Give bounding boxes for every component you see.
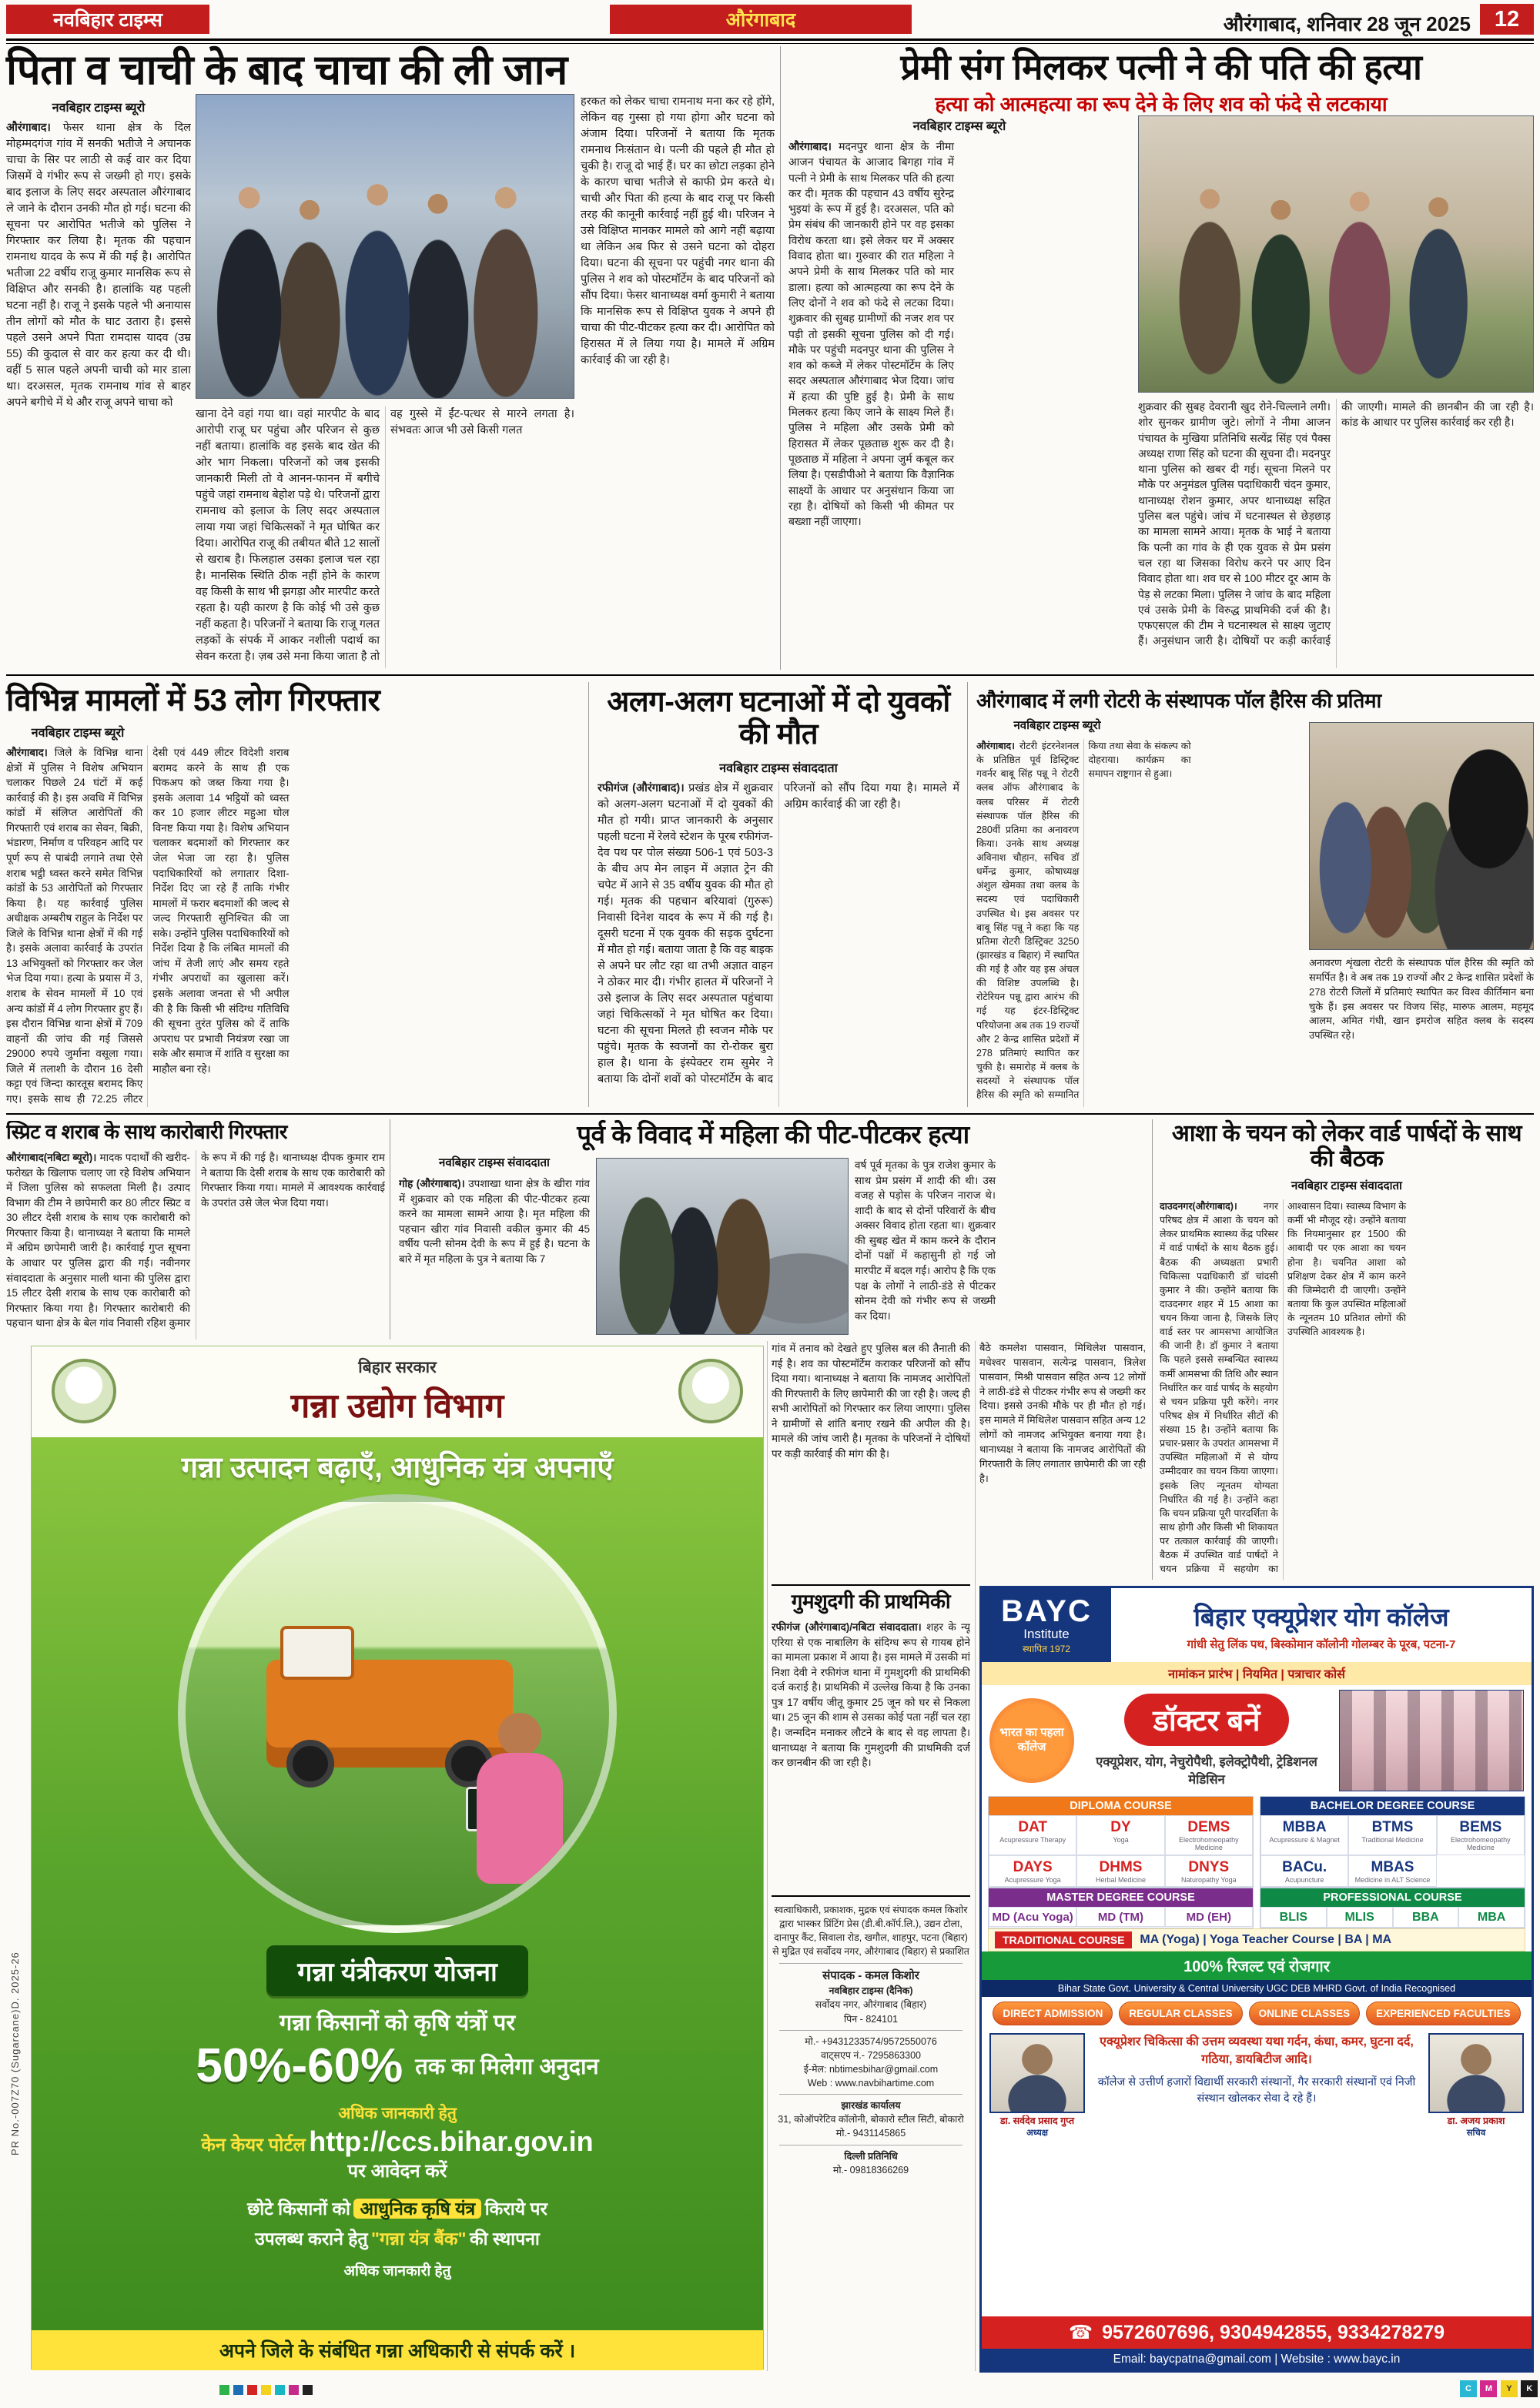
asha-dateline: दाउदनगर(औरंगाबाद)। bbox=[1160, 1201, 1237, 1212]
bayc-college-address: गांधी सेतु लिंक पथ, बिस्कोमान कॉलोनी गोलम्बर के पूरब, पटना-7 bbox=[1187, 1637, 1456, 1651]
master-panel bbox=[988, 1888, 1254, 1928]
arrests-byline: नवबिहार टाइम्स ब्यूरो bbox=[31, 727, 125, 740]
course-cell: MBA bbox=[1458, 1907, 1525, 1928]
imprint-pin: पिन - 824101 bbox=[843, 2013, 899, 2025]
arrests-headline: विभिन्न मामलों में 53 लोग गिरफ्तार bbox=[6, 684, 380, 717]
bayc-course-panels-2 bbox=[982, 1888, 1532, 1928]
sugarcane-dept-logo-icon bbox=[678, 1359, 743, 1423]
scheme-name-pill: गन्ना यंत्रीकरण योजना bbox=[266, 1945, 528, 1996]
arrests-dateline: औरंगाबाद। bbox=[6, 747, 48, 758]
bachelor-grid bbox=[1260, 1815, 1525, 1887]
masthead-edition-city bbox=[610, 5, 912, 34]
asha-headline: आशा के चयन को लेकर वार्ड पार्षदों के साथ की बैठक bbox=[1171, 1121, 1522, 1172]
doctor-bane-pill: डॉक्टर बनें bbox=[1124, 1694, 1290, 1746]
bank-pre: छोटे किसानों को bbox=[247, 2199, 351, 2219]
sugarcane-ad-header bbox=[32, 1346, 763, 1437]
harvester-cab bbox=[280, 1626, 354, 1680]
course-cell: MLIS bbox=[1327, 1907, 1393, 1928]
online-classes-button[interactable]: ONLINE CLASSES bbox=[1249, 2002, 1361, 2025]
murder-photo bbox=[596, 1158, 849, 1335]
bayc-college-name: बिहार एक्यूप्रेशर योग कॉलेज bbox=[1194, 1602, 1449, 1631]
course-cell: MD (Acu Yoga) bbox=[989, 1907, 1076, 1927]
secretary-portrait-box bbox=[1428, 2033, 1524, 2139]
diploma-header: DIPLOMA COURSE bbox=[989, 1797, 1253, 1815]
subsidy-percent: 50%-60% bbox=[196, 2039, 403, 2092]
bayc-hero-row bbox=[982, 1685, 1532, 1796]
cmyk-registration-marks bbox=[1460, 2380, 1538, 2397]
lead-left-headline: पिता व चाची के बाद चाचा की ली जान bbox=[6, 47, 567, 93]
course-cell: MBAS Medicine in ALT Science bbox=[1348, 1855, 1436, 1887]
paper-name-text: नवबिहार टाइम्स bbox=[53, 9, 162, 31]
imprint-editor: संपादक - कमल किशोर bbox=[822, 1968, 919, 1982]
more-info-label: अधिक जानकारी हेतु bbox=[343, 2263, 451, 2280]
traditional-label: TRADITIONAL COURSE bbox=[995, 1931, 1132, 1948]
bayc-people-row bbox=[982, 2030, 1532, 2142]
lead-right-dateline: औरंगाबाद। bbox=[788, 140, 832, 152]
bihar-govt-emblem-icon bbox=[52, 1359, 116, 1423]
lead-right-photo bbox=[1138, 115, 1534, 393]
bank-line2-pre: उपलब्ध कराने हेतु bbox=[255, 2229, 368, 2249]
imprint-delhi-mobile[interactable]: मो.- 09818366269 bbox=[832, 2164, 909, 2176]
bayc-logo-sub: Institute bbox=[1023, 1626, 1070, 1641]
lead-left-col2-3: खाना देने वहां गया था। वहां मारपीट के बाद आरोपी राजू घर पहुंचा और परिजन से कुछ नहीं बताया। हालांकि वह इसके बाद खेत की ओर भाग निकला। परिजनों को जब इसकी जानकारी मिली तो वे आनन-फानन में बगीचे पहुंचे जहां रामनाथ बेहोश पड़े थे। परिजनों द्वारा रामनाथ को इलाज के लिए सदर अस्पताल लाया गया जहां चिकित्सकों ने मृत घोषित कर दिया। आरोपित राजू की तबीयत बीते 12 सालों से खराब है। फिलहाल उसका इलाज चल रहा है। मानसिक स्थिति ठीक नहीं होने के कारण वह किसी के साथ भी झगड़ा और मारपीट करते रहता है। यही कारण है कि कोई भी उसे कुछ नहीं कहता है। परिजनों ने बताया कि राजू गलत लड़कों के संपर्क में आकर नशीली पदार्थ का सेवन करता है। ज़ब उसे मना किया जाता है तो वह गुस्से में ईंट-पत्थर से मारने लगता है। संभवतः आज भी उसे किसी गलत bbox=[196, 408, 574, 664]
portal-block bbox=[201, 2102, 593, 2183]
harvester-photo bbox=[178, 1494, 617, 1933]
course-cell: BTMS Traditional Medicine bbox=[1348, 1815, 1436, 1855]
lead-right-byline: नवबिहार टाइम्स ब्यूरो bbox=[912, 120, 1006, 133]
murder-byline: नवबिहार टाइम्स संवाददाता bbox=[439, 1156, 550, 1169]
traditional-value: MA (Yoga) | Yoga Teacher Course | BA | MA bbox=[1140, 1933, 1392, 1947]
course-cell: MD (TM) bbox=[1076, 1907, 1164, 1927]
course-cell: MBBA Acupressure & Magnet bbox=[1260, 1815, 1348, 1855]
imprint-owner-line: स्वत्वाधिकारी, प्रकाशक, मुद्रक एवं संपादक कमल किशोर द्वारा भास्कर प्रिंटिंग प्रेस (डी.बी.कॉर्प.लि.), उद्यन टोला, दानापुर कैंट, सिवाला रोड, खगौल, शाहपुर, पटना (बिहार) से मुद्रित एवं सर्वोदय नगर, औरंगाबाद (बिहार) से प्रकाशित bbox=[772, 1905, 969, 1958]
lead-left-byline: नवबिहार टाइम्स ब्यूरो bbox=[52, 102, 146, 115]
section-rule-2 bbox=[6, 1113, 1534, 1115]
cmyk-mark-m: M bbox=[1480, 2380, 1497, 2397]
professional-grid bbox=[1260, 1907, 1525, 1928]
lead-right-headline: प्रेमी संग मिलकर पत्नी ने की पति की हत्या bbox=[900, 47, 1422, 87]
section-rule-1 bbox=[6, 674, 1534, 676]
rotary-side-note: अनावरण शृंखला रोटरी के संस्थापक पॉल हैरिस की स्मृति को समर्पित है। वे अब तक 19 राज्यों और 2 केन्द्र शासित प्रदेशों के 278 रोटरी जिलों में प्रतिमाएं स्थापित कर विश्व कीर्तिमान बना चुके हैं। इस अवसर पर विजय सिंह, मारुफ आलम, महमूद आलम, अमित गंधी, खान इमरोज सहित क्लब के सदस्य उपस्थित रहे। bbox=[1309, 957, 1534, 1042]
bachelor-header: BACHELOR DEGREE COURSE bbox=[1260, 1797, 1525, 1815]
imprint-whatsapp[interactable]: वाट्सएप नं.- 7295863300 bbox=[821, 2049, 921, 2061]
lead-left-dateline: औरंगाबाद। bbox=[6, 122, 51, 134]
murder-intro bbox=[399, 1176, 590, 1335]
experienced-faculties-button[interactable]: EXPERIENCED FACULTIES bbox=[1366, 2002, 1521, 2025]
divider-bottom-a bbox=[767, 1341, 768, 2371]
asha-byline: नवबिहार टाइम्स संवाददाता bbox=[1291, 1179, 1402, 1192]
course-cell: MD (EH) bbox=[1165, 1907, 1253, 1927]
course-cell: DY Yoga bbox=[1076, 1815, 1164, 1855]
course-cell: BBA bbox=[1393, 1907, 1459, 1928]
course-cell: BLIS bbox=[1260, 1907, 1327, 1928]
liquor-body-text: मादक पदार्थों की खरीद-फरोख्त के खिलाफ चलाए जा रहे विशेष अभियान में जिला पुलिस को सफलता मिली है। उत्पाद विभाग की टीम ने छापेमारी कर 80 लीटर स्प्रिट व 30 लीटर देसी शराब के साथ एक कारोबारी को गिरफ्तार किया है। थानाध्यक्ष ने बताया कि मामले में अग्रिम छापेमारी जारी है। कार्रवाई गुप्त सूचना के आधार पर पुलिस द्वारा की गई। नवीनगर संवाददाता के अनुसार माली थाना की पुलिस द्वारा 15 लीटर देसी शराब के साथ एक कारोबारी को गिरफ्तार किया गया है। गिरफ्तार कारोबारी की पहचान थाना क्षेत्र के बेल गांव निवासी रहिश कुमार के रूप में की गई है। थानाध्यक्ष दीपक कुमार राम ने बताया कि देसी शराब के साथ एक कारोबारी को गिरफ्तार किया गया। मामले में आवश्यक कार्रवाई के उपरांत उसे जेल भेज दिया गया। bbox=[6, 1152, 385, 1329]
deaths-body bbox=[598, 781, 959, 1107]
portal-action: पर आवेदन करें bbox=[347, 2161, 447, 2182]
missing-headline: गुमशुदगी की प्राथमिकी bbox=[791, 1590, 951, 1613]
course-cell: BEMS Electrohomeopathy Medicine bbox=[1437, 1815, 1525, 1855]
bank-line2-post: की स्थापना bbox=[469, 2229, 540, 2249]
bayc-classroom-photo bbox=[1339, 1690, 1524, 1791]
imprint-separator bbox=[779, 2094, 962, 2095]
alumni-line: कॉलेज से उत्तीर्ण हजारों विद्यार्थी सरकारी संस्थानों, गैर सरकारी संस्थानों एवं निजी संस्थान खोलकर सेवा दे रहे हैं। bbox=[1097, 2076, 1416, 2105]
missing-dateline: रफीगंज (औरंगाबाद)/नबिटा संवाददाता। bbox=[772, 1621, 922, 1633]
lead-left-col1 bbox=[6, 120, 191, 668]
rotary-byline: नवबिहार टाइम्स ब्यूरो bbox=[1013, 719, 1101, 732]
diploma-grid bbox=[989, 1815, 1253, 1887]
contact-strip: अपने जिले के संबंधित गन्ना अधिकारी से संपर्क करें । bbox=[32, 2330, 763, 2370]
cmyk-mark-y: Y bbox=[1501, 2380, 1518, 2397]
president-portrait-box bbox=[989, 2033, 1085, 2139]
murder-intro-text: उपशाखा थाना क्षेत्र के खीरा गांव में शुक्रवार को एक महिला की पीट-पीटकर हत्या करने का मामला सामने आया है। मृत महिला की पहचान खीरा गांव निवासी वकील कुमार की 45 वर्षीय पत्नी सोनम देवी के रूप में हुई है। घटना के बारे में मृत महिला के पुत्र ने बताया कि 7 bbox=[399, 1178, 590, 1265]
lead-right-subhead: हत्या को आत्महत्या का रूप देने के लिए शव को फंदे से लटकाया bbox=[935, 92, 1388, 115]
masthead-rule bbox=[6, 38, 1534, 44]
imprint-separator bbox=[779, 1963, 962, 1964]
bayc-logo bbox=[982, 1588, 1111, 1662]
course-cell: DEMS Electrohomeopathy Medicine bbox=[1165, 1815, 1253, 1855]
divider-row2-a bbox=[588, 682, 589, 1107]
bayc-title-wrap bbox=[1111, 1588, 1532, 1662]
imprint-separator bbox=[779, 2030, 962, 2031]
farmer-body bbox=[477, 1753, 563, 1884]
lead-left-col4: हरकत को लेकर चाचा रामनाथ मना कर रहे होंगे, लेकिन वह गुस्सा हो गया होगा और घटना को अंजाम दिया। परिजनों ने बताया कि मृतक रामनाथ निःसंतान थे। पत्नी की पहले ही मौत हो चुकी है। राजू दो भाई हैं। घर का छोटा लड़का होने के कारण चाचा भतीजे से काफी प्रेम करते थे। चाची और पिता की हत्या के बाद राजू पर किसी तरह की कानूनी कार्रवाई नहीं हुई थी। परिजन ने उसे विक्षिप्त मानकर मामले को आगे नहीं बढ़ाया था लेकिन अब फिर से उसने घटना को दोहरा दिया। घटना की सूचना पर पहुंची नगर थाना की पुलिस ने शव को पोस्टमॉर्टेम के बाद परिजनों को सौंप दिया। फेसर थानाध्यक्ष वर्मा कुमारी ने बताया कि मानसिक रूप से विक्षिप्त युवक ने अपने ही चाचा की पीट-पीटकर हत्या कर दी। आरोपित को हिरासत में ले लिया गया है। मामले में अग्रिम कार्रवाई की जा रही है। bbox=[581, 95, 775, 367]
divider-row2-b bbox=[967, 682, 968, 1107]
bayc-header bbox=[982, 1588, 1532, 1662]
course-cell: BACu. Acupuncture bbox=[1260, 1855, 1348, 1887]
print-color-dots bbox=[219, 2385, 316, 2399]
rotary-headline: औरंगाबाद में लगी रोटरी के संस्थापक पॉल हैरिस की प्रतिमा bbox=[976, 690, 1381, 712]
secretary-name: डा. अजय प्रकाश bbox=[1447, 2115, 1505, 2127]
bayc-course-panels bbox=[982, 1796, 1532, 1888]
regular-classes-button[interactable]: REGULAR CLASSES bbox=[1119, 2002, 1242, 2025]
portal-label: केन केयर पोर्टल bbox=[201, 2135, 306, 2155]
arrests-body bbox=[6, 745, 582, 1107]
liquor-dateline: औरंगाबाद(नबिटा ब्यूरो)। bbox=[6, 1152, 97, 1163]
recognition-band: Bihar State Govt. University & Central University UGC DEB MHRD Govt. of India Recognised bbox=[982, 1980, 1532, 1997]
rotary-photo bbox=[1309, 722, 1534, 950]
masthead-dateline: औरंगाबाद, शनिवार 28 जून 2025 bbox=[1223, 12, 1471, 35]
imprint-jharkhand-address: 31, कोऑपरेटिव कॉलोनी, बोकारो स्टील सिटी, बोकारो bbox=[778, 2114, 964, 2125]
deaths-dateline: रफीगंज (औरंगाबाद)। bbox=[598, 782, 685, 794]
liquor-headline: स्प्रिट व शराब के साथ कारोबारी गिरफ्तार bbox=[6, 1121, 287, 1143]
liquor-body bbox=[6, 1150, 385, 1339]
farmer-head bbox=[498, 1713, 541, 1756]
professional-panel bbox=[1260, 1888, 1525, 1928]
imprint-delhi-title: दिल्ली प्रतिनिधि bbox=[844, 2150, 898, 2162]
bank-mid: किराये पर bbox=[484, 2199, 547, 2219]
murder-dateline: गोह (औरंगाबाद)। bbox=[399, 1178, 465, 1189]
ad-pr-number: PR No.-007Z70 (Sugarcane)D. 2025-26 bbox=[9, 1951, 21, 2155]
course-cell: DHMS Herbal Medicine bbox=[1076, 1855, 1164, 1887]
govt-line: बिहार सरकार bbox=[358, 1359, 437, 1376]
imprint-jharkhand-title: झारखंड कार्यालय bbox=[841, 2100, 901, 2112]
bank-name: "गन्ना यंत्र बैंक" bbox=[371, 2229, 467, 2249]
direct-admission-button[interactable]: DIRECT ADMISSION bbox=[993, 2002, 1113, 2025]
murder-continuation: गांव में तनाव को देखते हुए पुलिस बल की तैनाती की गई है। शव का पोस्टमॉर्टेम कराकर परिजनों को सौंप दिया गया। थानाध्यक्ष ने बताया कि नामजद आरोपितों की गिरफ्तारी के लिए छापेमारी की जा रही है। जल्द ही सभी आरोपितों को गिरफ्तार कर लिया जाएगा। पुलिस ने ग्रामीणों से शांति बनाए रखने की अपील की है। मामले की जांच जारी है। मृतका के परिजनों ने दोषियों पर कड़ी कार्रवाई की मांग की है। bbox=[772, 1343, 970, 1460]
diploma-panel bbox=[988, 1796, 1254, 1888]
bayc-buttons-row bbox=[982, 1997, 1532, 2030]
rotary-body bbox=[976, 739, 1303, 1107]
divider-lead bbox=[780, 46, 781, 670]
arrests-body-text: जिले के विभिन्न थाना क्षेत्रों में पुलिस ने विशेष अभियान चलाकर पिछले 24 घंटों में कई कार्रवाई की है। इस अवधि में विभिन्न कांडों में संलिप्त आरोपितों की गिरफ्तारी एवं शराब का सेवन, बिक्री, भंडारण, निर्माण व परिवहन आदि पर पूर्ण रूप से पाबंदी लगाने तथा ऐसे शराब भट्ठी ध्वस्त करने समेत विभिन्न कांडों के 53 आरोपितों को गिरफ्तार किया है। यह कार्रवाई पुलिस अधीक्षक अम्बरीष राहुल के निर्देश पर जिले के विभिन्न थाना क्षेत्रों में की गई है। इसके अलावा कार्रवाई के उपरांत 13 अभियुक्तों को गिरफ्तार कर जेल भेज दिया गया। हत्या के प्रयास में 3, शराब के सेवन मामलों में 10 एवं अन्य कांडों में 4 लोग गिरफ्तार हुए हैं। इस दौरान विभिन्न थाना क्षेत्रों में 709 वाहनों की जांच की गई जिससे 29000 रुपये जुर्माना वसूला गया। जिले में तलाशी के दौरान 16 देसी कट्टा एवं जिन्दा कारतूस बरामद किए गए। इसके साथ ही 72.25 लीटर देसी एवं 449 लीटर विदेशी शराब बरामद करने के साथ ही एक पिकअप को जब्त किया गया है। इसके अलावा 14 भट्ठियों को ध्वस्त कर 10 हजार लीटर महुआ घोल विनष्ट किया गया है। विशेष अभियान चलाकर बदमाशों को गिरफ्तार कर जेल भेजा जा रहा है। पुलिस पदाधिकारियों को लगातार दिशा-निर्देश दिए जा रहे हैं ताकि गंभीर मामलों में फरार बदमाशों की जल्द से जल्द गिरफ्तारी सुनिश्चित की जा सके। उन्होंने पुलिस पदाधिकारियों को निर्देश दिया है कि लंबित मामलों की जांच में तेजी लाएं और समय रहते गंभीर अपराधों का खुलासा करें। इसके अलावा जनता से भी अपील की है कि किसी भी संदिग्ध गतिविधि की सूचना तुरंत पुलिस को दें ताकि अपराध पर प्रभावी नियंत्रण रखा जा सके और समाज में शांति व सुरक्षा का माहौल बना रहे। bbox=[6, 747, 290, 1105]
lead-right-cols-left bbox=[788, 139, 1130, 668]
missing-body-text: शहर के न्यू एरिया से एक नाबालिग के संदिग्ध रूप से गायब होने का मामला प्रकाश में आया है। इस मामले में उसकी मां निशा देवी ने रफीगंज थाना में गुमशुदगी की प्राथमिकी दर्ज कराई है। प्राथमिकी में उल्लेख किया है कि उनका पुत्र 17 वर्षीय जीतू कुमार 25 जून को घर से निकला था। 25 जून की शाम से उसका कोई पता नहीं चल रहा है। जन्मदिन मनाकर लौटने के बाद से वह लापता है। थानाध्यक्ष ने बताया कि गुमशुदगी की प्राथमिकी दर्ज कर छानबीन की जा रही है। bbox=[772, 1621, 970, 1769]
course-cell: DAT Acupressure Therapy bbox=[989, 1815, 1076, 1855]
imprint-address: सर्वोदय नगर, औरंगाबाद (बिहार) bbox=[815, 1999, 927, 2011]
master-grid bbox=[989, 1907, 1253, 1927]
secretary-role: सचिव bbox=[1466, 2129, 1486, 2139]
sugarcane-ad-body bbox=[32, 1437, 763, 2370]
divider-bottom-b bbox=[975, 1341, 976, 2371]
treatment-line: एक्यूप्रेशर चिकित्सा की उत्तम व्यवस्था यथा गर्दन, कंधा, कमर, घुटना दर्द, गठिया, डायबिटीज आदि। bbox=[1100, 2035, 1414, 2067]
deaths-byline: नवबिहार टाइम्स संवाददाता bbox=[719, 762, 838, 775]
imprint-web[interactable]: Web : www.navbihartime.com bbox=[807, 2078, 935, 2089]
deaths-body-text: प्रखंड क्षेत्र में शुक्रवार को अलग-अलग घटनाओं में दो युवकों की मौत हो गयी। प्राप्त जानकारी के अनुसार पहली घटना में रेलवे स्टेशन के पूरब रफीगंज-देव पथ पर पोल संख्या 506-1 एवं 503-3 के बीच अप मेन लाइन में अज्ञात ट्रेन की चपेट में आने से 35 वर्षीय युवक की मौत हो गई। मृतक की पहचान बरियावां (गुरुरू) निवासी दिनेश यादव के रूप में की गई है। दूसरी घटना में एक युवक की सड़क दुर्घटना में मौत हो गई। बताया जाता है कि वह बाइक से अपने घर लौट रहा था तभी अज्ञात वाहन ने ठोकर मार दी। गंभीर हालत में परिजनों ने उसे इलाज के लिए सदर अस्पताल पहुंचाया जहां चिकित्सकों ने मृत घोषित कर दिया। घटना की सूचना मिलते ही स्वजन मौके पर पहुंचे। मृतक के स्वजनों का रो-रोकर बुरा हाल है। थाना के इंस्पेक्टर राम सुमेर ने बताया कि दोनों शवों को पोस्टमॉर्टेम के बाद परिजनों को सौंप दिया गया है। मामले में अग्रिम कार्रवाई की जा रही है। bbox=[598, 782, 959, 1086]
rotary-dateline: औरंगाबाद। bbox=[976, 741, 1015, 751]
result-band: 100% रिजल्ट एवं रोजगार bbox=[982, 1951, 1532, 1980]
president-name: डा. सर्वदेव प्रसाद गुप्त bbox=[999, 2115, 1075, 2127]
bayc-mid-text bbox=[1093, 2033, 1421, 2107]
sugarcane-ad bbox=[31, 1346, 764, 2370]
asha-body bbox=[1160, 1199, 1534, 1580]
murder-witness-para: बैठे कमलेश पासवान, मिथिलेश पासवान, मधेश्वर पासवान, सत्येन्द्र पासवान, त्रिलेश पासवान, मिश्री पासवान सहित अन्य 12 लोगों ने लाठी-डंडे से पीटकर गंभीर रूप से जख्मी कर दिया। इससे उनकी मौके पर ही मौत हो गई। इस मामले में मिथिलेश पासवान सहित अन्य 12 लोगों को नामजद अभियुक्त बनाया गया है। थानाध्यक्ष ने बताया कि नामजद आरोपितों की गिरफ्तारी के लिए लगातार छापेमारी की जा रही है। bbox=[979, 1342, 1146, 1484]
lead-left-photo bbox=[196, 94, 574, 399]
dept-name: गन्ना उद्योग विभाग bbox=[290, 1387, 504, 1425]
master-header: MASTER DEGREE COURSE bbox=[989, 1888, 1253, 1907]
page-number bbox=[1480, 4, 1534, 35]
imprint-email[interactable]: ई-मेल: nbtimesbihar@gmail.com bbox=[803, 2063, 939, 2075]
bayc-phone-numbers[interactable]: 9572607696, 9304942855, 9334278279 bbox=[1102, 2321, 1445, 2343]
course-cell: DAYS Acupressure Yoga bbox=[989, 1855, 1076, 1887]
harvester-wheel bbox=[286, 1740, 334, 1788]
president-photo bbox=[989, 2033, 1085, 2113]
bayc-established: स्थापित 1972 bbox=[1023, 1643, 1070, 1654]
bayc-logo-text: BAYC bbox=[1001, 1594, 1092, 1628]
missing-rule bbox=[772, 1584, 970, 1586]
rotary-body-text: रोटरी इंटरनेशनल के प्रतिष्ठित पूर्व डिस्ट्रिक्ट गवर्नर बाबू सिंह पन्नू ने रोटरी क्लब ऑफ औरंगाबाद के क्लब परिसर में रोटरी संस्थापक पॉल हैरिस की 280वीं प्रतिमा का अनावरण किया। उनके साथ अध्यक्ष अविनाश चौहान, सचिव डॉ धर्मेन्द्र कुमार, कोषाध्यक्ष अंशुल खेमका तथा क्लब के सदस्य एवं पदाधिकारी उपस्थित थे। इस अवसर पर बाबू सिंह पन्नू ने कहा कि यह प्रतिमा रोटरी डिस्ट्रिक्ट 3250 (झारखंड व बिहार) में स्थापित की गई है और यह इस अंचल की विशिष्ट उपलब्धि है। रोटेरियन पन्नू द्वारा आरंभ की गई यह इंटर-डिस्ट्रिक्ट परियोजना अब तक 19 राज्यों और 2 केन्द्र शासित प्रदेशों में 278 प्रतिमाएं स्थापित कर चुकी है। समारोह में क्लब के सदस्यों ने संस्थापक पॉल हैरिस की स्मृति को सम्मानित किया तथा सेवा के संकल्प को दोहराया। कार्यक्रम का समापन राष्ट्रगान से हुआ। bbox=[976, 741, 1191, 1101]
secretary-photo bbox=[1428, 2033, 1524, 2113]
bachelor-panel bbox=[1260, 1796, 1525, 1888]
bayc-email-web-band[interactable]: Email: baycpatna@gmail.com | Website : www.bayc.in bbox=[982, 2349, 1532, 2370]
cmyk-mark-c: C bbox=[1460, 2380, 1477, 2397]
imprint-paper-name: नवबिहार टाइम्स (दैनिक) bbox=[829, 1985, 913, 1997]
lead-left-col1-text: फेसर थाना क्षेत्र के दिल मोहम्मदगंज गांव में सनकी भतीजे ने अचानक चाचा के सिर पर लाठी से कई वार कर दिया जिसमें वे गंभीर रूप से जख्मी हो गए। इसके बाद इलाज के लिए सदर अस्पताल औरंगाबाद ले जाने के दौरान उनकी मौत हो गई। घटना की सूचना पर आरोपित भतीजे को पुलिस ने गिरफ्तार कर लिया है। मृतक की पहचान रामनाथ यादव के रूप में की गई है। आरोपित भतीजा 22 वर्षीय राजू कुमार मानसिक रूप से विक्षिप्त और सनकी है। हालांकि यह पहली घटना नहीं है। राजू ने इसके पहले भी अनायास तीन लोगों को मौत के घाट उतारा है। इससे पहले उसने अपने पिता रामदास यादव (उम्र 55) की कुदाल से वार कर हत्या कर दी थी। वहीं 5 साल पहले अपनी चाची को मार डाला था। दरअसल, मृतक रामनाथ गांव से बाहर अपने बगीचे में थे और राजू अपने चाचा को bbox=[6, 122, 191, 410]
murder-after-photo: वर्ष पूर्व मृतका के पुत्र राजेश कुमार के साथ प्रेम प्रसंग में शादी की थी। उस वजह से पड़ोस के परिजन नाराज थे। शादी के बाद से दोनों परिवारों के बीच अक्सर विवाद होता रहता था। शुक्रवार की सुबह खेत में काम करने के दौरान दोनों पक्षों में कहासुनी हो गई जो मारपीट में बदल गई। आरोप है कि एक पक्ष के लोगों ने लाठी-डंडे से पीटकर सोनम देवी को गंभीर रूप से जख्मी कर दिया। bbox=[855, 1159, 996, 1322]
edition-city-text: औरंगाबाद bbox=[725, 9, 796, 31]
cmyk-mark-k: K bbox=[1521, 2380, 1538, 2397]
lead-right-cols-right: शुक्रवार की सुबह देवरानी खुद रोने-चिल्लाने लगी। शोर सुनकर ग्रामीण जुटे। लोगों ने नीमा आजन पंचायत के मुखिया प्रतिनिधि सत्येंद्र सिंह एवं पैक्स अध्यक्ष राणा सिंह को घटना की सूचना दी। मदनपुर थाना पुलिस को खबर दी गई। सूचना मिलने पर मौके पर अनुमंडल पुलिस पदाधिकारी चंदन कुमार, थानाध्यक्ष रोशन कुमार, अपर थानाध्यक्ष सहित पुलिस बल पहुंचे। जांच में घटनास्थल से छेड़छाड़ का मामला सामने आया। मृतक के भाई ने बताया कि पत्नी का गांव के ही एक युवक से प्रेम प्रसंग चल रहा था जिसका विरोध करने पर आए दिन विवाद होता था। शव घर से 100 मीटर दूर आम के पेड़ से लटका मिला। पुलिस ने जांच के बाद महिला एवं उसके प्रेमी के विरुद्ध प्राथमिकी दर्ज की है। एफएसएल की टीम ने घटनास्थल से साक्ष्य जुटाए हैं। अनुसंधान जारी है। दोषियों पर कड़ी कार्रवाई की जाएगी। मामले की छानबीन की जा रही है। कांड के आधार पर पुलिस कार्रवाई कर रही है। bbox=[1138, 400, 1534, 647]
subsidy-row bbox=[196, 2038, 598, 2093]
portal-url[interactable]: http://ccs.bihar.gov.in bbox=[309, 2125, 594, 2157]
imprint-mobile[interactable]: मो.- +9431233574/9572550076 bbox=[805, 2035, 937, 2047]
subsidy-rest: तक का मिलेगा अनुदान bbox=[415, 2055, 599, 2079]
page-number-text: 12 bbox=[1494, 6, 1520, 32]
bayc-ad bbox=[979, 1586, 1534, 2373]
course-cell: DNYS Naturopathy Yoga bbox=[1165, 1855, 1253, 1887]
imprint-box bbox=[772, 1895, 970, 2370]
phone-icon: ☎ bbox=[1068, 2322, 1093, 2343]
bayc-phone-band[interactable] bbox=[982, 2316, 1532, 2349]
deaths-headline: अलग-अलग घटनाओं में दो युवकों की मौत bbox=[607, 686, 950, 751]
bayc-hero-center bbox=[1082, 1694, 1331, 1788]
subsidy-line: गन्ना किसानों को कृषि यंत्रों पर bbox=[279, 2011, 516, 2035]
masthead-paper-name bbox=[6, 5, 209, 34]
divider-row3-b bbox=[1152, 1119, 1153, 1580]
first-college-badge: भारत का पहला कॉलेज bbox=[989, 1698, 1074, 1783]
farmer-figure bbox=[466, 1713, 574, 1905]
traditional-course-row bbox=[988, 1928, 1525, 1951]
bank-highlight: आधुनिक कृषि यंत्र bbox=[353, 2199, 481, 2219]
bayc-admission-band: नामांकन प्रारंभ | नियमित | पत्राचार कोर्स bbox=[982, 1662, 1532, 1685]
asha-body-text: नगर परिषद क्षेत्र में आशा के चयन को लेकर प्राथमिक स्वास्थ्य केंद्र परिसर में वार्ड पार्षदों के साथ बैठक हुई। बैठक की अध्यक्षता प्रभारी चिकित्सा पदाधिकारी डॉ चांदसी कुमार ने की। उन्होंने बताया कि दाउदनगर शहर में 15 आशा का चयन किया जाना है, जिसके लिए वार्ड स्तर पर आमसभा आयोजित की जानी है। डॉ कुमार ने बताया कि पहले इससे सम्बन्धित स्वास्थ्य कर्मी आमसभा की तिथि और स्थान निर्धारित कर वार्ड पार्षद के सहयोग से चयन प्रक्रिया पूरी करेंगे। नगर परिषद क्षेत्र में निर्धारित सीटों की संख्या 15 है। उन्होंने बताया कि प्रचार-प्रसार के उपरांत आमसभा में उपस्थित महिलाओं में से योग्य उम्मीदवार का चयन किया जाएगा। इसके लिए न्यूनतम योग्यता निर्धारित की गई है। उन्होंने कहा कि चयन प्रक्रिया पूरी पारदर्शिता के साथ होगी और किसी भी शिकायत पर तत्काल कार्रवाई की जाएगी। बैठक में उपस्थित वार्ड पार्षदों ने चयन प्रक्रिया में सहयोग का आश्वासन दिया। स्वास्थ्य विभाग के कर्मी भी मौजूद रहे। उन्होंने बताया कि नियमानुसार हर 1500 की आबादी पर एक आशा का चयन होना है। चयनित आशा को प्रशिक्षण देकर क्षेत्र में काम करने की जिम्मेदारी दी जाएगी। उन्होंने बताया कि कुल उपस्थित महिलाओं के न्यूनतम 10 प्रतिशत लोगों की उपस्थिति आवश्यक है। bbox=[1160, 1201, 1406, 1575]
bayc-fields-line: एक्यूप्रेशर, योग, नेचुरोपैथी, इलेक्ट्रोपैथी, ट्रेडिशनल मेडिसिन bbox=[1096, 1755, 1317, 1787]
imprint-jharkhand-mobile[interactable]: मो.- 9431145865 bbox=[835, 2128, 906, 2139]
missing-body bbox=[772, 1620, 970, 1889]
lead-right-left-text: मदनपुर थाना क्षेत्र के नीमा आजन पंचायत के आजाद बिगहा गांव में पत्नी ने प्रेमी के साथ मिलकर पति की हत्या कर दी। मृतक की पहचान 43 वर्षीय सुरेन्द्र भुइयां के रूप में हुई है। दरअसल, पति को प्रेम संबंध की जानकारी होने पर वह इसका विरोध करता था। इसे लेकर घर में अक्सर विवाद होता था। गुरुवार की रात महिला ने अपने प्रेमी के साथ मिलकर पति को मार डाला। हत्या को आत्महत्या का रूप देने के लिए दोनों ने शव को फंदे से लटका दिया। शुक्रवार की सुबह ग्रामीणों की नजर शव पर पड़ी तो इसकी सूचना पुलिस को दी गई। मौके पर पहुंची मदनपुर थाना की पुलिस ने शव को कब्जे में लेकर पोस्टमॉर्टेम के लिए सदर अस्पताल औरंगाबाद भेज दिया। जांच में हत्या की पुष्टि हुई है। प्रेमी के साथ मिलकर हत्या किए जाने के साक्ष्य मिले हैं। पुलिस ने महिला और उसके प्रेमी को हिरासत में लेकर पूछताछ शुरू कर दी है। पूछताछ में महिला ने अपना जुर्म कबूल कर लिया है। एसडीपीओ ने बताया कि वैज्ञानिक साक्ष्यों के आधार पर अनुसंधान किया जा रहा है। दोषियों को किसी भी कीमत पर बख्शा नहीं जाएगा। bbox=[788, 140, 954, 528]
president-role: अध्यक्ष bbox=[1026, 2129, 1049, 2139]
ad-slogan: गन्ना उत्पादन बढ़ाएँ, आधुनिक यंत्र अपनाएँ bbox=[181, 1452, 614, 1484]
bank-block bbox=[247, 2194, 547, 2254]
portal-info-label: अधिक जानकारी हेतु bbox=[338, 2105, 457, 2122]
professional-header: PROFESSIONAL COURSE bbox=[1260, 1888, 1525, 1907]
murder-headline: पूर्व के विवाद में महिला की पीट-पीटकर हत्या bbox=[577, 1120, 969, 1149]
